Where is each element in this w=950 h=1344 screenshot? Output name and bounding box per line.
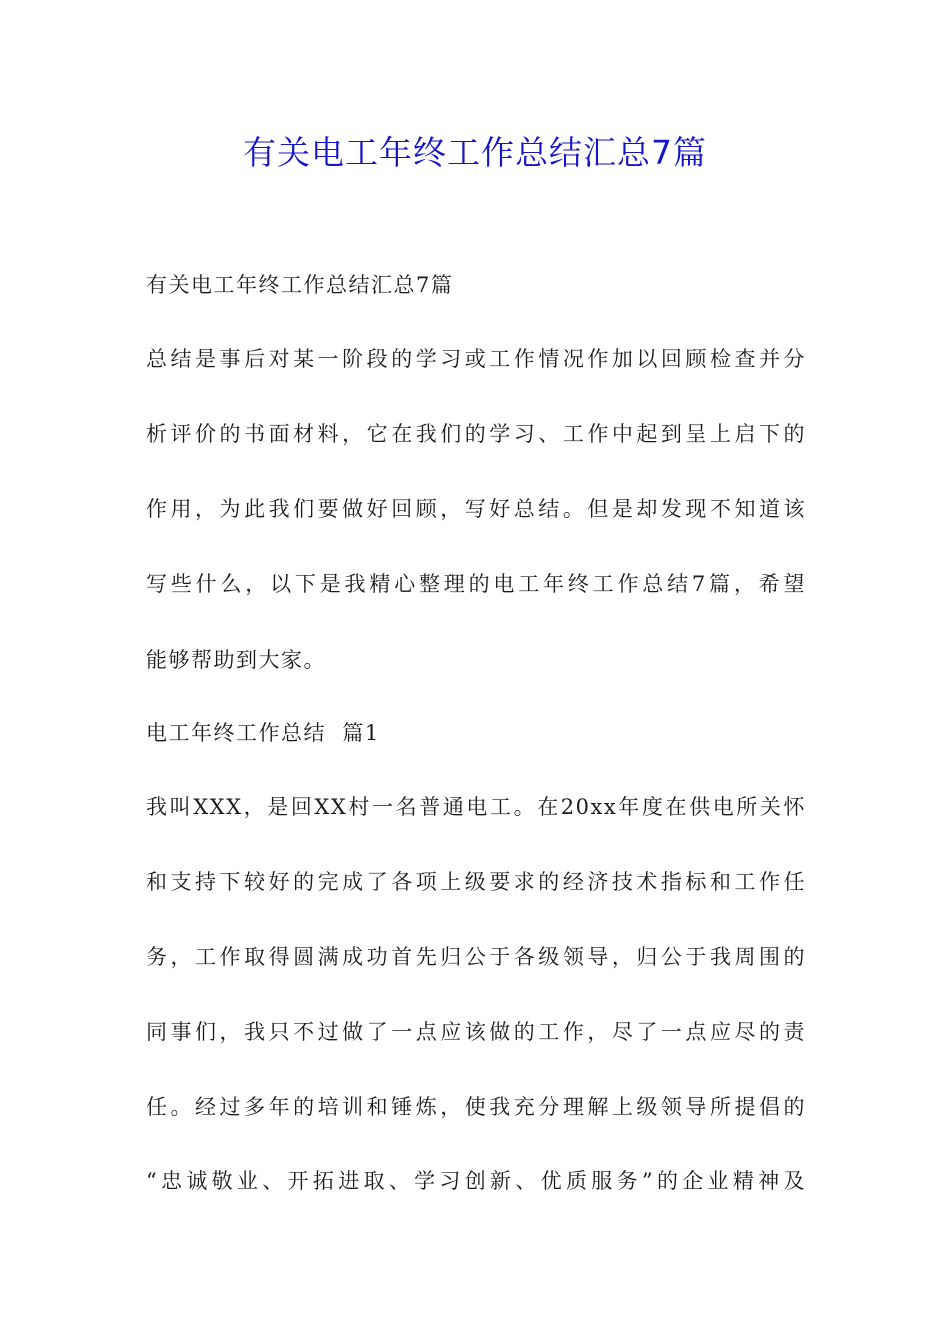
body-line-1: 我叫XXX，是回XX村一名普通电工。在20xx年度在供电所关怀 [146,795,806,819]
intro-line-4: 写些什么，以下是我精心整理的电工年终工作总结7篇，希望 [146,572,806,596]
intro-line-2: 析评价的书面材料，它在我们的学习、工作中起到呈上启下的 [146,422,806,446]
section-heading: 电工年终工作总结 篇1 [146,721,380,745]
body-line-6: “忠诚敬业、开拓进取、学习创新、优质服务”的企业精神及 [146,1169,806,1193]
body-line-3: 务，工作取得圆满成功首先归公于各级领导，归公于我周围的 [146,945,806,969]
intro-line-1: 总结是事后对某一阶段的学习或工作情况作加以回顾检查并分 [146,347,806,371]
document-title: 有关电工年终工作总结汇总7篇 [243,133,707,172]
body-line-2: 和支持下较好的完成了各项上级要求的经济技术指标和工作任 [146,870,806,894]
body-line-5: 任。经过多年的培训和锤炼，使我充分理解上级领导所提倡的 [146,1095,806,1119]
intro-line-5: 能够帮助到大家。 [146,648,326,672]
intro-line-3: 作用，为此我们要做好回顾，写好总结。但是却发现不知道该 [146,497,806,521]
body-line-4: 同事们，我只不过做了一点应该做的工作，尽了一点应尽的责 [146,1020,806,1044]
document-subtitle: 有关电工年终工作总结汇总7篇 [146,273,454,297]
